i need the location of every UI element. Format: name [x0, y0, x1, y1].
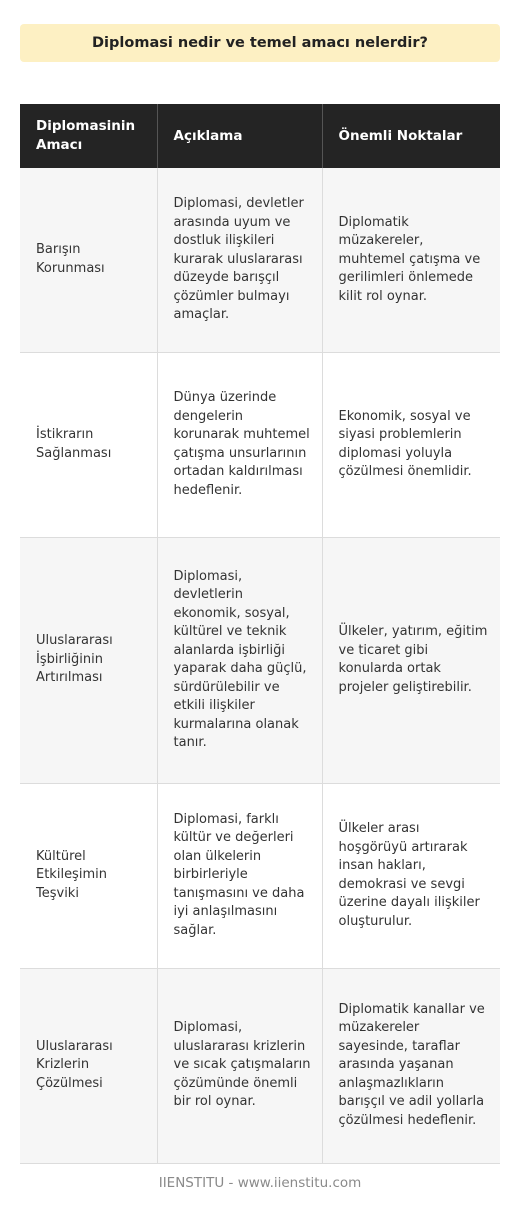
notes-cell: Ülkeler arası hoşgörüyü artırarak insan hakları, demokrasi ve sevgi üzerine dayalı ilişkiler oluşturulur.	[322, 783, 500, 968]
table-row	[20, 783, 500, 968]
table-row	[20, 537, 500, 783]
table-header-row	[20, 104, 500, 168]
column-header-description: Açıklama	[157, 104, 322, 168]
notes-cell: Ekonomik, sosyal ve siyasi problemlerin diplomasi yoluyla çözülmesi önemlidir.	[322, 352, 500, 537]
diplomacy-table	[20, 104, 500, 1164]
notes-cell: Ülkeler, yatırım, eğitim ve ticaret gibi konularda ortak projeler geliştirebilir.	[322, 537, 500, 783]
notes-cell: Diplomatik kanallar ve müzakereler sayesinde, taraflar arasında yaşanan anlaşmazlıkların barışçıl ve adil yollarla çözülmesi hedeflenir.	[322, 968, 500, 1163]
description-cell: Diplomasi, devletlerin ekonomik, sosyal, kültürel ve teknik alanlarda işbirliği yaparak daha güçlü, sürdürülebilir ve etkili ilişkiler kurmalarına olanak tanır.	[157, 537, 322, 783]
notes-cell: Diplomatik müzakereler, muhtemel çatışma ve gerilimleri önlemede kilit rol oynar.	[322, 168, 500, 352]
purpose-cell: İstikrarın Sağlanması	[20, 352, 157, 537]
page-title: Diplomasi nedir ve temel amacı nelerdir?	[20, 24, 500, 62]
description-cell: Diplomasi, devletler arasında uyum ve dostluk ilişkileri kurarak uluslararası düzeyde barışçıl çözümler bulmayı amaçlar.	[157, 168, 322, 352]
table-row	[20, 168, 500, 352]
description-cell: Dünya üzerinde dengelerin korunarak muhtemel çatışma unsurlarının ortadan kaldırılması hedeflenir.	[157, 352, 322, 537]
footer-credit: IIENSTITU - www.iienstitu.com	[158, 1175, 362, 1191]
purpose-cell: Kültürel Etkileşimin Teşviki	[20, 783, 157, 968]
column-header-notes: Önemli Noktalar	[322, 104, 500, 168]
purpose-cell: Uluslararası İşbirliğinin Artırılması	[20, 537, 157, 783]
purpose-cell: Barışın Korunması	[20, 168, 157, 352]
table-row	[20, 352, 500, 537]
purpose-cell: Uluslararası Krizlerin Çözülmesi	[20, 968, 157, 1163]
table-row	[20, 968, 500, 1163]
column-header-purpose: Diplomasinin Amacı	[20, 104, 157, 168]
description-cell: Diplomasi, farklı kültür ve değerleri olan ülkelerin birbirleriyle tanışmasını ve daha iyi anlaşılmasını sağlar.	[157, 783, 322, 968]
description-cell: Diplomasi, uluslararası krizlerin ve sıcak çatışmaların çözümünde önemli bir rol oynar.	[157, 968, 322, 1163]
